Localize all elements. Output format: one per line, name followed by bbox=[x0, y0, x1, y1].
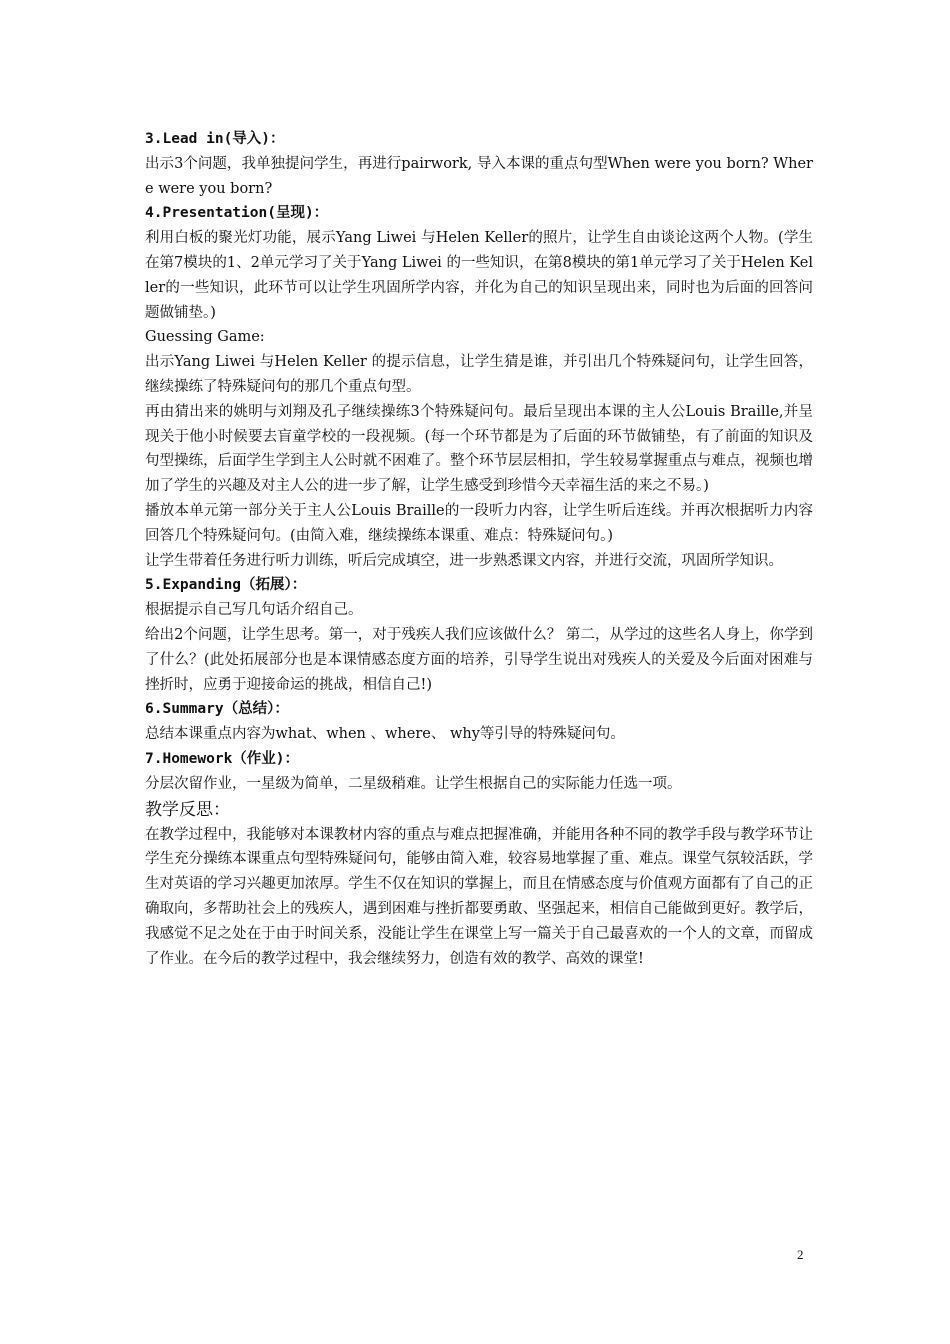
paragraph: 总结本课重点内容为what、when 、where、 why等引导的特殊疑问句。 bbox=[145, 726, 625, 743]
section-heading: 7.Homework（作业)： bbox=[145, 750, 300, 767]
section-lead-in bbox=[145, 127, 813, 201]
section-heading: 4.Presentation(呈现)： bbox=[145, 205, 329, 222]
paragraph: 让学生带着任务进行听力训练，听后完成填空，进一步熟悉课文内容，并进行交流，巩固所学知识。 bbox=[145, 552, 783, 569]
document-body bbox=[145, 127, 813, 971]
section-expanding bbox=[145, 573, 813, 697]
page-number: 2 bbox=[797, 1247, 804, 1262]
reflection-paragraph: 在教学过程中，我能够对本课教材内容的重点与难点把握准确，并能用各种不同的教学手段与教学环节让学生充分操练本课重点句型特殊疑问句，能够由简入难，较容易地掌握了重、难点。课堂气氛较活跃，学生对英语的学习兴趣更加浓厚。学生不仅在知识的掌握上，而且在情感态度与价值观方面都有了自己的正确取向，多帮助社会上的残疾人，遇到困难与挫折都要勇敢、坚强起来，相信自己能做到更好。教学后，我感觉不足之处在于由于时间关系，没能让学生在课堂上写一篇关于自己最喜欢的一个人的文章，而留成了作业。在今后的教学过程中，我会继续努力，创造有效的教学、高效的课堂! bbox=[145, 826, 813, 967]
paragraph: 再由猜出来的姚明与刘翔及孔子继续操练3个特殊疑问句。最后呈现出本课的主人公Louis Braille,并呈现关于他小时候要去盲童学校的一段视频。(每一个环节都是为了后面的环节做铺垫，有了前面的知识及句型操练，后面学生学到主人公时就不困难了。整个环节层层相扣，学生较易掌握重点与难点，视频也增加了学生的兴趣及对主人公的进一步了解，让学生感受到珍惜今天幸福生活的来之不易。) bbox=[145, 403, 813, 495]
paragraph: 利用白板的聚光灯功能，展示Yang Liwei 与Helen Keller的照片，让学生自由谈论这两个人物。(学生在第7模块的1、2单元学习了关于Yang Liwei 的一些知识，在第8模块的第1单元学习了关于Helen Keller的一些知识，此环节可以让学生巩固所学内容，并化为自己的知识呈现出来，同时也为后面的回答问题做铺垫。) bbox=[145, 230, 813, 321]
section-heading: 5.Expanding（拓展）： bbox=[145, 577, 307, 594]
section-heading: 3.Lead in(导入)： bbox=[145, 131, 285, 147]
reflection-heading: 教学反思： bbox=[145, 799, 230, 820]
section-summary bbox=[145, 697, 813, 747]
section-heading: 6.Summary（总结）： bbox=[145, 701, 289, 718]
paragraph: 播放本单元第一部分关于主人公Louis Braille的一段听力内容，让学生听后连线。并再次根据听力内容回答几个特殊疑问句。(由简入难，继续操练本课重、难点：特殊疑问句。) bbox=[145, 502, 813, 544]
paragraph: Guessing Game: bbox=[145, 329, 265, 346]
paragraph: 分层次留作业，一星级为简单，二星级稍难。让学生根据自己的实际能力任选一项。 bbox=[145, 775, 682, 792]
paragraph: 出示Yang Liwei 与Helen Keller 的提示信息，让学生猜是谁，并引出几个特殊疑问句，让学生回答，继续操练了特殊疑问句的那几个重点句型。 bbox=[145, 354, 813, 395]
paragraph: 给出2个问题，让学生思考。第一，对于残疾人我们应该做什么？ 第二，从学过的这些名人身上，你学到了什么？(此处拓展部分也是本课情感态度方面的培养，引导学生说出对残疾人的关爱及今后面对困难与挫折时，应勇于迎接命运的挑战，相信自己!) bbox=[145, 626, 813, 693]
paragraph: 出示3个问题，我单独提问学生，再进行pairwork, 导入本课的重点句型When were you born? Where were you born? bbox=[145, 155, 813, 197]
section-reflection bbox=[145, 797, 813, 972]
paragraph: 根据提示自己写几句话介绍自己。 bbox=[145, 602, 363, 619]
section-presentation bbox=[145, 201, 813, 573]
section-homework bbox=[145, 747, 813, 797]
